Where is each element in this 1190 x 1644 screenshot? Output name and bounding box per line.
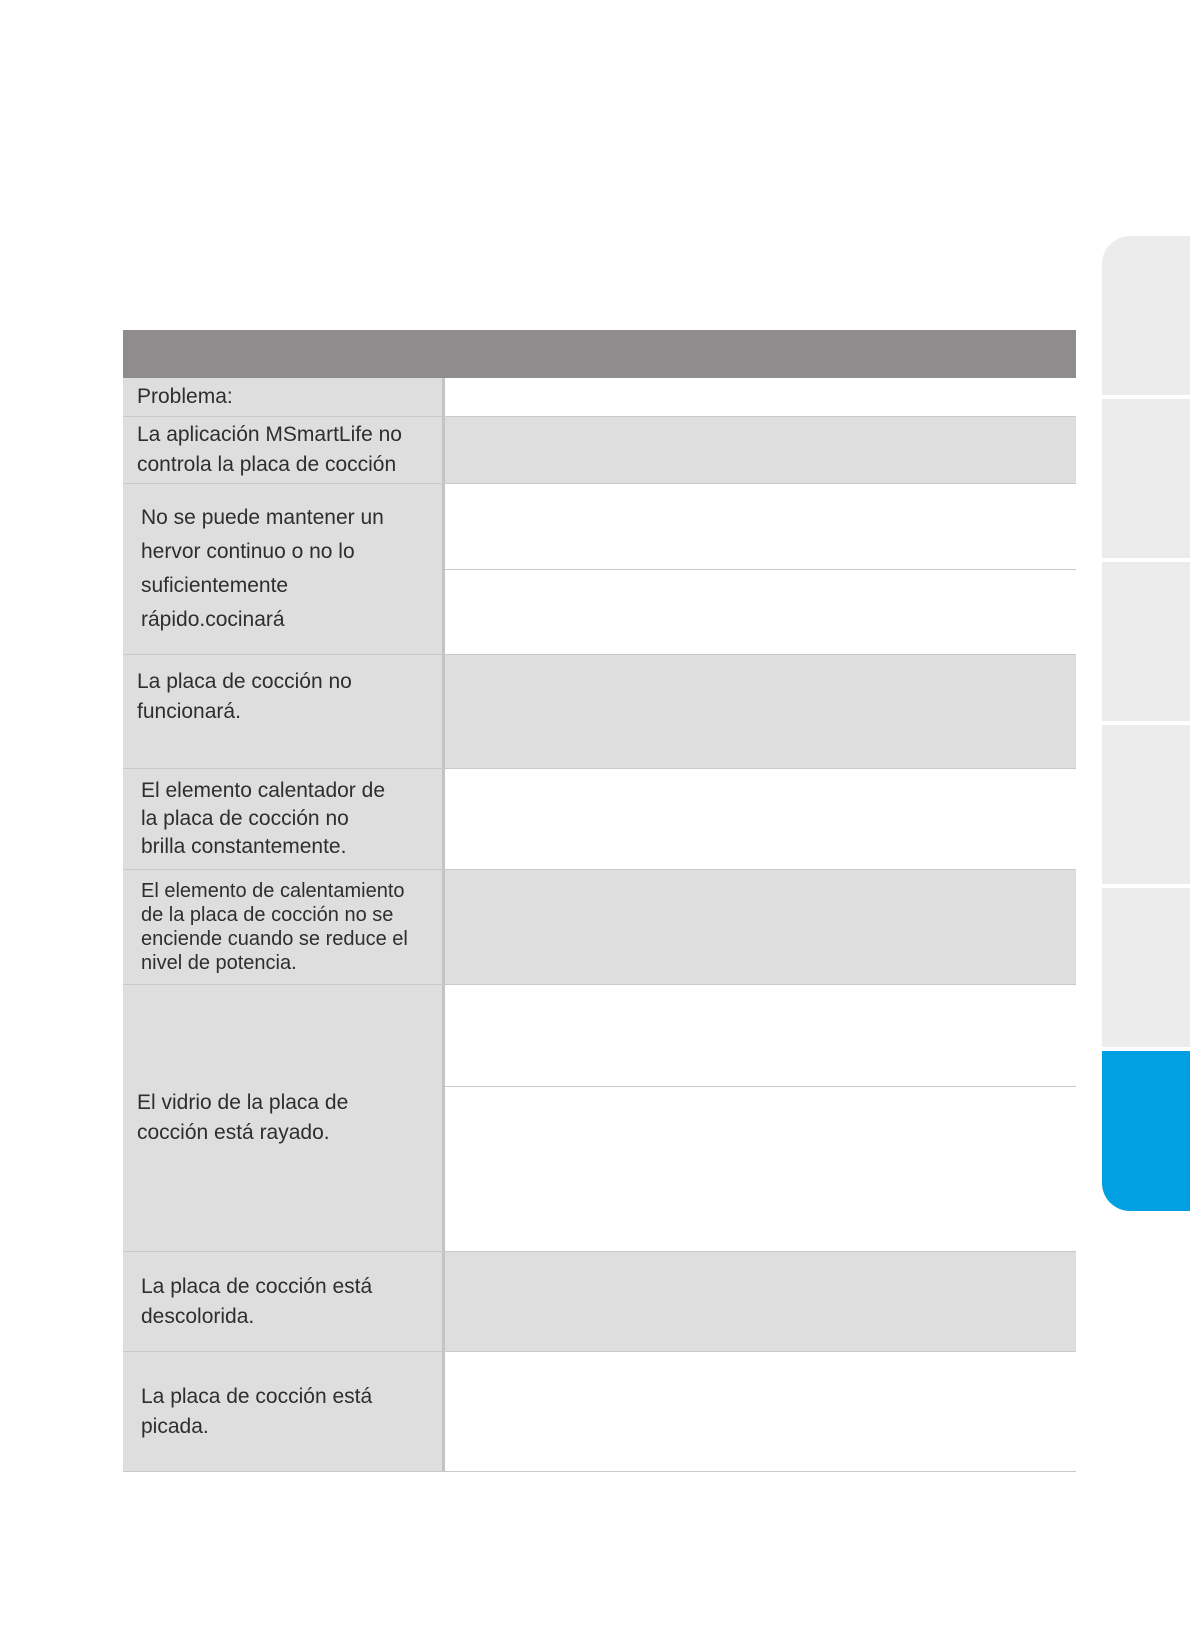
problem-text-line: La placa de cocción no [137,670,352,693]
problem-text-line: de la placa de cocción no se [141,904,394,926]
table-row [123,655,1076,769]
problem-text-line: la placa de cocción no [141,807,349,830]
problem-text-line: funcionará. [137,700,241,723]
problem-header-label: Problema: [137,385,233,408]
troubleshooting-table [123,330,1076,1472]
table-header-bar [123,330,1076,378]
solution-cell [445,484,1076,654]
section-tab-active[interactable] [1102,1051,1190,1211]
solution-cell [445,417,1076,483]
solution-cell [445,1352,1076,1471]
problem-text-line: No se puede mantener un [141,506,384,529]
table-column-header-row [123,378,1076,417]
problem-text-line: El vidrio de la placa de [137,1091,349,1114]
section-tabs [1102,236,1190,1215]
problem-text-line: hervor continuo o no lo [141,540,355,563]
problem-text-line: suficientemente [141,574,289,597]
section-tab[interactable] [1102,562,1190,721]
section-tab[interactable] [1102,725,1190,884]
table-row [123,417,1076,484]
solution-cell [445,1252,1076,1351]
solution-cell [445,655,1076,768]
problem-cell [123,985,445,1251]
problem-cell [123,417,445,483]
section-tab[interactable] [1102,236,1190,395]
table-row [123,769,1076,870]
problem-text-line: controla la placa de cocción [137,453,397,476]
solution-cell [445,769,1076,869]
problem-text-line: picada. [141,1414,209,1438]
problem-cell [123,870,445,984]
problem-text-line: La aplicación MSmartLife no [137,423,402,446]
problem-cell [123,1252,445,1351]
table-row [123,985,1076,1252]
problem-text-line: brilla constantemente. [141,835,347,858]
solution-subcell [445,1086,1076,1251]
problem-text-line: cocción está rayado. [137,1121,330,1144]
solution-subcell [445,569,1076,655]
table-row [123,484,1076,655]
problem-text-line: descolorida. [141,1304,255,1328]
solution-subcell [445,484,1076,569]
solution-cell [445,985,1076,1251]
problem-cell [123,769,445,869]
solution-subcell [445,985,1076,1086]
table-row [123,1252,1076,1352]
solution-cell [445,870,1076,984]
problem-text-line: nivel de potencia. [141,952,297,974]
section-tab[interactable] [1102,888,1190,1047]
section-tab[interactable] [1102,399,1190,558]
problem-text-line: La placa de cocción está [141,1384,373,1408]
problem-text-line: La placa de cocción está [141,1274,373,1298]
problem-cell [123,655,445,768]
problem-text-line: rápido.cocinará [141,608,285,631]
problem-text-line: enciende cuando se reduce el [141,928,408,950]
problem-cell [123,1352,445,1471]
table-row [123,870,1076,985]
problem-text-line: El elemento de calentamiento [141,880,405,902]
problem-cell [123,484,445,654]
problem-text-line: El elemento calentador de [141,779,385,802]
problem-column-header [123,378,445,416]
table-row [123,1352,1076,1472]
solution-column-header [445,378,1076,416]
